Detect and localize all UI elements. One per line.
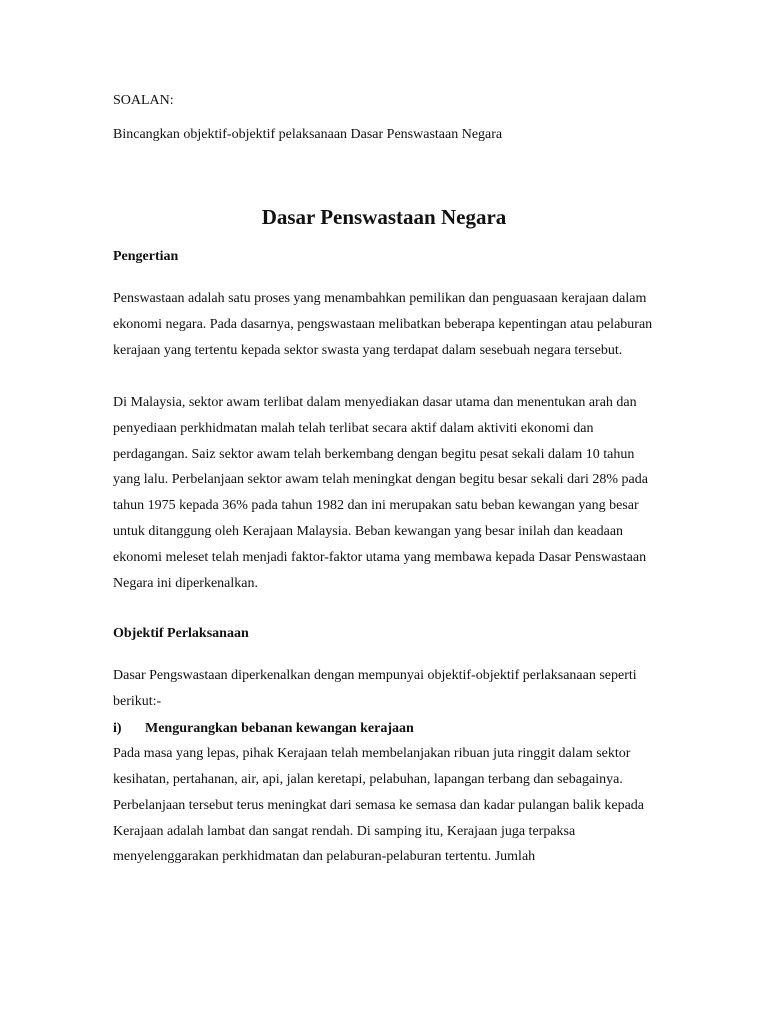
objective-item-title: Mengurangkan bebanan kewangan kerajaan — [145, 720, 414, 736]
question-block — [113, 91, 673, 145]
question-text: Bincangkan objektif-objektif pelaksanaan Dasar Penswastaan Negara — [113, 127, 503, 142]
document-title: Dasar Penswastaan Negara — [261, 205, 507, 229]
section-heading-objektif: Objektif Perlaksanaan — [113, 625, 249, 641]
paragraph-pengertian-1: Penswastaan adalah satu proses yang menambahkan pemilikan dan penguasaan kerajaan dalam ekonomi negara. Pada dasarnya, pengswastaan melibatkan beberapa kepentingan atau pelaburan kerajaan yang tertentu kepada sektor swasta yang terdapat dalam sesebuah negara tersebut. — [113, 291, 653, 358]
soalan-label: SOALAN: — [113, 93, 174, 108]
section-heading-pengertian: Pengertian — [113, 249, 179, 264]
objective-item-heading — [113, 717, 661, 741]
objective-item-marker: i) — [113, 720, 122, 736]
paragraph-pengertian-2: Di Malaysia, sektor awam terlibat dalam menyediakan dasar utama dan menentukan arah dan penyediaan perkhidmatan malah telah terlibat secara aktif dalam aktiviti ekonomi dan perdagangan. Saiz sektor awam telah berkembang dengan begitu pesat sekali dalam 10 tahun yang lalu. Perbelanjaan sektor awam telah meningkat dengan begitu besar sekali dari 28% pada tahun 1975 kepada 36% pada tahun 1982 dan ini merupakan satu beban kewangan yang besar untuk ditanggung oleh Kerajaan Malaysia. Beban kewangan yang besar inilah dan keadaan ekonomi meleset telah menjadi faktor-faktor utama yang membawa kepada Dasar Penswastaan Negara ini diperkenalkan. — [113, 394, 648, 592]
paragraph-objektif-intro: Dasar Pengswastaan diperkenalkan dengan mempunyai objektif-objektif perlaksanaan seperti berikut:- — [113, 667, 637, 709]
paragraph-objective-1: Pada masa yang lepas, pihak Kerajaan telah membelanjakan ribuan juta ringgit dalam sektor kesihatan, pertahanan, air, api, jalan keretapi, pelabuhan, lapangan terbang dan sebagainya. Perbelanjaan tersebut terus meningkat dari semasa ke semasa dan kadar pulangan balik kepada Kerajaan adalah lambat dan sangat rendah. Di samping itu, Kerajaan juga terpaksa menyelenggarakan perkhidmatan dan pelaburan-pelaburan tertentu. Jumlah — [113, 745, 645, 865]
document-body — [113, 246, 661, 870]
